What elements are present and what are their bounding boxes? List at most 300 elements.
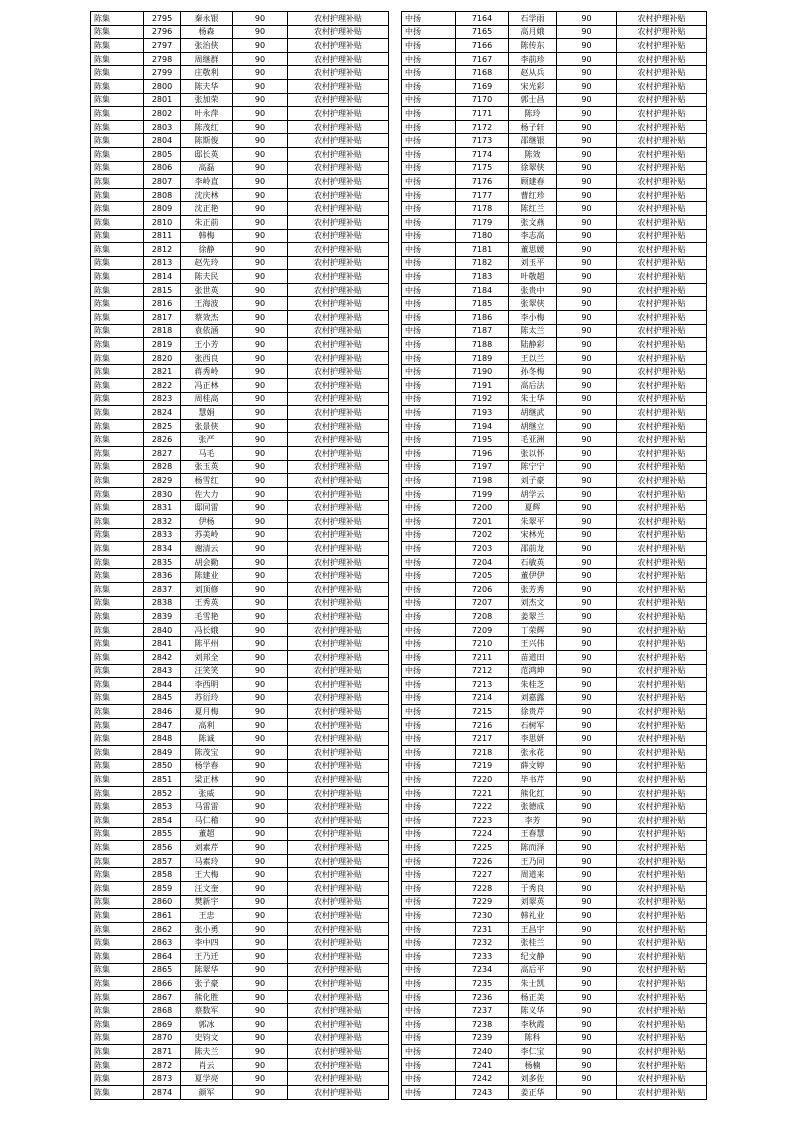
town-cell: 中扬 [402, 854, 456, 868]
town-cell: 陈集 [91, 107, 144, 121]
table-row [91, 664, 389, 678]
subsidy-type-cell: 农村护理补贴 [288, 610, 389, 624]
table-row [402, 39, 707, 53]
amount-cell: 90 [233, 39, 288, 53]
subsidy-type-cell: 农村护理补贴 [288, 963, 389, 977]
recipient-name-cell: 邸同雷 [181, 501, 233, 515]
amount-cell: 90 [233, 365, 288, 379]
recipient-name-cell: 叶敬超 [509, 270, 557, 284]
recipient-name-cell: 高利 [181, 718, 233, 732]
recipient-name-cell: 毛亚洲 [509, 433, 557, 447]
town-cell: 陈集 [91, 732, 144, 746]
serial-number-cell: 7233 [456, 949, 509, 963]
subsidy-type-cell: 农村护理补贴 [288, 868, 389, 882]
serial-number-cell: 2852 [144, 786, 181, 800]
serial-number-cell: 2828 [144, 460, 181, 474]
town-cell: 中扬 [402, 324, 456, 338]
table-row [402, 447, 707, 461]
recipient-name-cell: 王以兰 [509, 351, 557, 365]
town-cell: 陈集 [91, 718, 144, 732]
town-cell: 中扬 [402, 650, 456, 664]
serial-number-cell: 2820 [144, 351, 181, 365]
subsidy-type-cell: 农村护理补贴 [617, 786, 707, 800]
town-cell: 中扬 [402, 311, 456, 325]
town-cell: 陈集 [91, 161, 144, 175]
recipient-name-cell: 王秀英 [181, 596, 233, 610]
amount-cell: 90 [557, 12, 617, 26]
town-cell: 中扬 [402, 841, 456, 855]
amount-cell: 90 [557, 338, 617, 352]
subsidy-type-cell: 农村护理补贴 [617, 691, 707, 705]
recipient-name-cell: 郭士昌 [509, 93, 557, 107]
recipient-name-cell: 李芳 [509, 814, 557, 828]
table-row [402, 1045, 707, 1059]
town-cell: 陈集 [91, 256, 144, 270]
serial-number-cell: 2824 [144, 406, 181, 420]
town-cell: 中扬 [402, 1072, 456, 1086]
table-row [91, 392, 389, 406]
amount-cell: 90 [557, 922, 617, 936]
serial-number-cell: 2805 [144, 147, 181, 161]
recipient-name-cell: 马素玲 [181, 854, 233, 868]
subsidy-type-cell: 农村护理补贴 [288, 474, 389, 488]
recipient-name-cell: 赵先玲 [181, 256, 233, 270]
table-row [91, 746, 389, 760]
amount-cell: 90 [233, 406, 288, 420]
amount-cell: 90 [557, 610, 617, 624]
town-cell: 陈集 [91, 650, 144, 664]
table-row [91, 147, 389, 161]
amount-cell: 90 [557, 147, 617, 161]
town-cell: 陈集 [91, 705, 144, 719]
table-row [402, 66, 707, 80]
amount-cell: 90 [233, 107, 288, 121]
amount-cell: 90 [233, 542, 288, 556]
table-row [91, 1031, 389, 1045]
serial-number-cell: 2864 [144, 949, 181, 963]
subsidy-type-cell: 农村护理补贴 [288, 66, 389, 80]
recipient-name-cell: 李仁宝 [509, 1045, 557, 1059]
amount-cell: 90 [233, 351, 288, 365]
subsidy-type-cell: 农村护理补贴 [617, 922, 707, 936]
serial-number-cell: 2863 [144, 936, 181, 950]
table-row [402, 229, 707, 243]
amount-cell: 90 [233, 433, 288, 447]
town-cell: 中扬 [402, 705, 456, 719]
amount-cell: 90 [557, 650, 617, 664]
serial-number-cell: 7201 [456, 514, 509, 528]
subsidy-type-cell: 农村护理补贴 [617, 814, 707, 828]
recipient-name-cell: 袁依涵 [181, 324, 233, 338]
town-cell: 陈集 [91, 324, 144, 338]
town-cell: 陈集 [91, 773, 144, 787]
serial-number-cell: 2827 [144, 447, 181, 461]
town-cell: 中扬 [402, 120, 456, 134]
table-row [91, 705, 389, 719]
town-cell: 中扬 [402, 215, 456, 229]
serial-number-cell: 7178 [456, 202, 509, 216]
recipient-name-cell: 邵继银 [509, 134, 557, 148]
amount-cell: 90 [557, 229, 617, 243]
table-row [402, 215, 707, 229]
town-cell: 中扬 [402, 1085, 456, 1099]
town-cell: 陈集 [91, 977, 144, 991]
table-row [91, 283, 389, 297]
table-row [402, 814, 707, 828]
amount-cell: 90 [557, 283, 617, 297]
recipient-name-cell: 陈翠华 [181, 963, 233, 977]
table-row [402, 691, 707, 705]
serial-number-cell: 7171 [456, 107, 509, 121]
recipient-name-cell: 陈义华 [509, 1004, 557, 1018]
serial-number-cell: 2807 [144, 175, 181, 189]
amount-cell: 90 [557, 297, 617, 311]
serial-number-cell: 2860 [144, 895, 181, 909]
recipient-name-cell: 陈夫兰 [181, 1045, 233, 1059]
table-row [402, 773, 707, 787]
amount-cell: 90 [557, 474, 617, 488]
town-cell: 陈集 [91, 759, 144, 773]
town-cell: 中扬 [402, 759, 456, 773]
subsidy-type-cell: 农村护理补贴 [617, 827, 707, 841]
recipient-name-cell: 宋光彩 [509, 79, 557, 93]
amount-cell: 90 [557, 243, 617, 257]
recipient-name-cell: 张文燕 [509, 215, 557, 229]
serial-number-cell: 7235 [456, 977, 509, 991]
table-row [91, 514, 389, 528]
amount-cell: 90 [233, 25, 288, 39]
subsidy-type-cell: 农村护理补贴 [617, 392, 707, 406]
subsidy-type-cell: 农村护理补贴 [288, 79, 389, 93]
amount-cell: 90 [557, 746, 617, 760]
recipient-name-cell: 苏衍玲 [181, 691, 233, 705]
town-cell: 中扬 [402, 582, 456, 596]
subsidy-type-cell: 农村护理补贴 [288, 977, 389, 991]
amount-cell: 90 [233, 841, 288, 855]
serial-number-cell: 2825 [144, 419, 181, 433]
subsidy-type-cell: 农村护理补贴 [617, 664, 707, 678]
amount-cell: 90 [557, 528, 617, 542]
table-row [402, 297, 707, 311]
table-row [91, 963, 389, 977]
amount-cell: 90 [233, 909, 288, 923]
amount-cell: 90 [557, 827, 617, 841]
amount-cell: 90 [233, 487, 288, 501]
amount-cell: 90 [557, 501, 617, 515]
town-cell: 陈集 [91, 990, 144, 1004]
town-cell: 陈集 [91, 1072, 144, 1086]
amount-cell: 90 [233, 895, 288, 909]
serial-number-cell: 7166 [456, 39, 509, 53]
serial-number-cell: 2829 [144, 474, 181, 488]
serial-number-cell: 2838 [144, 596, 181, 610]
recipient-name-cell: 叶永萍 [181, 107, 233, 121]
recipient-name-cell: 陈太兰 [509, 324, 557, 338]
recipient-name-cell: 赵从兵 [509, 66, 557, 80]
table-row [402, 134, 707, 148]
recipient-name-cell: 梁正林 [181, 773, 233, 787]
subsidy-type-cell: 农村护理补贴 [288, 52, 389, 66]
town-cell: 中扬 [402, 555, 456, 569]
subsidy-type-cell: 农村护理补贴 [288, 1058, 389, 1072]
town-cell: 中扬 [402, 596, 456, 610]
serial-number-cell: 2874 [144, 1085, 181, 1099]
recipient-name-cell: 张德成 [509, 800, 557, 814]
recipient-name-cell: 陈建业 [181, 569, 233, 583]
serial-number-cell: 7181 [456, 243, 509, 257]
serial-number-cell: 2856 [144, 841, 181, 855]
subsidy-type-cell: 农村护理补贴 [288, 949, 389, 963]
recipient-name-cell: 王大梅 [181, 868, 233, 882]
right-subsidy-table [401, 11, 707, 1100]
amount-cell: 90 [557, 596, 617, 610]
table-row [402, 202, 707, 216]
amount-cell: 90 [233, 134, 288, 148]
amount-cell: 90 [233, 786, 288, 800]
town-cell: 中扬 [402, 678, 456, 692]
amount-cell: 90 [557, 120, 617, 134]
town-cell: 陈集 [91, 841, 144, 855]
town-cell: 陈集 [91, 52, 144, 66]
subsidy-type-cell: 农村护理补贴 [288, 664, 389, 678]
town-cell: 陈集 [91, 936, 144, 950]
town-cell: 陈集 [91, 392, 144, 406]
amount-cell: 90 [233, 283, 288, 297]
table-row [402, 474, 707, 488]
recipient-name-cell: 苏美岭 [181, 528, 233, 542]
table-row [402, 854, 707, 868]
town-cell: 中扬 [402, 297, 456, 311]
subsidy-type-cell: 农村护理补贴 [288, 841, 389, 855]
serial-number-cell: 2821 [144, 365, 181, 379]
table-row [91, 202, 389, 216]
serial-number-cell: 2802 [144, 107, 181, 121]
table-row [91, 922, 389, 936]
recipient-name-cell: 周继群 [181, 52, 233, 66]
serial-number-cell: 2844 [144, 678, 181, 692]
amount-cell: 90 [233, 379, 288, 393]
town-cell: 陈集 [91, 596, 144, 610]
subsidy-type-cell: 农村护理补贴 [617, 650, 707, 664]
recipient-name-cell: 陈茂宝 [181, 746, 233, 760]
subsidy-type-cell: 农村护理补贴 [617, 338, 707, 352]
table-row [402, 759, 707, 773]
subsidy-type-cell: 农村护理补贴 [617, 447, 707, 461]
town-cell: 陈集 [91, 433, 144, 447]
town-cell: 陈集 [91, 120, 144, 134]
table-row [402, 107, 707, 121]
amount-cell: 90 [233, 188, 288, 202]
town-cell: 中扬 [402, 175, 456, 189]
recipient-name-cell: 胡学云 [509, 487, 557, 501]
table-row [402, 147, 707, 161]
recipient-name-cell: 孙冬梅 [509, 365, 557, 379]
subsidy-type-cell: 农村护理补贴 [617, 419, 707, 433]
amount-cell: 90 [557, 134, 617, 148]
table-row [402, 419, 707, 433]
table-row [402, 406, 707, 420]
amount-cell: 90 [557, 79, 617, 93]
table-row [402, 25, 707, 39]
subsidy-type-cell: 农村护理补贴 [288, 297, 389, 311]
subsidy-type-cell: 农村护理补贴 [617, 1031, 707, 1045]
recipient-name-cell: 杨雪红 [181, 474, 233, 488]
table-row [91, 759, 389, 773]
recipient-name-cell: 陈而泽 [509, 841, 557, 855]
recipient-name-cell: 徐静 [181, 243, 233, 257]
table-row [91, 25, 389, 39]
table-row [402, 542, 707, 556]
amount-cell: 90 [233, 990, 288, 1004]
amount-cell: 90 [233, 243, 288, 257]
amount-cell: 90 [233, 963, 288, 977]
subsidy-type-cell: 农村护理补贴 [617, 256, 707, 270]
amount-cell: 90 [557, 107, 617, 121]
subsidy-type-cell: 农村护理补贴 [617, 202, 707, 216]
amount-cell: 90 [233, 800, 288, 814]
amount-cell: 90 [557, 637, 617, 651]
town-cell: 中扬 [402, 1004, 456, 1018]
recipient-name-cell: 王乃同 [509, 854, 557, 868]
subsidy-type-cell: 农村护理补贴 [288, 283, 389, 297]
town-cell: 中扬 [402, 868, 456, 882]
recipient-name-cell: 刘素芹 [181, 841, 233, 855]
amount-cell: 90 [557, 800, 617, 814]
table-row [91, 718, 389, 732]
subsidy-type-cell: 农村护理补贴 [617, 582, 707, 596]
amount-cell: 90 [557, 66, 617, 80]
town-cell: 中扬 [402, 746, 456, 760]
serial-number-cell: 7226 [456, 854, 509, 868]
table-row [91, 93, 389, 107]
subsidy-type-cell: 农村护理补贴 [288, 1072, 389, 1086]
amount-cell: 90 [557, 25, 617, 39]
table-row [402, 1085, 707, 1099]
serial-number-cell: 7220 [456, 773, 509, 787]
recipient-name-cell: 陈平州 [181, 637, 233, 651]
subsidy-type-cell: 农村护理补贴 [288, 569, 389, 583]
amount-cell: 90 [233, 447, 288, 461]
amount-cell: 90 [557, 678, 617, 692]
serial-number-cell: 7194 [456, 419, 509, 433]
subsidy-type-cell: 农村护理补贴 [288, 25, 389, 39]
amount-cell: 90 [233, 1072, 288, 1086]
table-row [91, 909, 389, 923]
amount-cell: 90 [557, 256, 617, 270]
serial-number-cell: 2849 [144, 746, 181, 760]
amount-cell: 90 [233, 202, 288, 216]
town-cell: 中扬 [402, 447, 456, 461]
recipient-name-cell: 庄敬利 [181, 66, 233, 80]
subsidy-type-cell: 农村护理补贴 [288, 433, 389, 447]
amount-cell: 90 [557, 718, 617, 732]
subsidy-type-cell: 农村护理补贴 [288, 487, 389, 501]
serial-number-cell: 7200 [456, 501, 509, 515]
recipient-name-cell: 姜正华 [509, 1085, 557, 1099]
town-cell: 陈集 [91, 147, 144, 161]
town-cell: 中扬 [402, 990, 456, 1004]
serial-number-cell: 2869 [144, 1017, 181, 1031]
amount-cell: 90 [557, 1045, 617, 1059]
subsidy-type-cell: 农村护理补贴 [617, 569, 707, 583]
recipient-name-cell: 张永花 [509, 746, 557, 760]
recipient-name-cell: 刘翠英 [509, 895, 557, 909]
amount-cell: 90 [557, 365, 617, 379]
town-cell: 中扬 [402, 270, 456, 284]
amount-cell: 90 [233, 569, 288, 583]
town-cell: 中扬 [402, 419, 456, 433]
amount-cell: 90 [233, 175, 288, 189]
amount-cell: 90 [233, 501, 288, 515]
amount-cell: 90 [233, 474, 288, 488]
amount-cell: 90 [233, 977, 288, 991]
subsidy-type-cell: 农村护理补贴 [288, 311, 389, 325]
recipient-name-cell: 胡会勤 [181, 555, 233, 569]
recipient-name-cell: 纪文静 [509, 949, 557, 963]
serial-number-cell: 2859 [144, 882, 181, 896]
serial-number-cell: 7168 [456, 66, 509, 80]
amount-cell: 90 [557, 460, 617, 474]
table-row [91, 474, 389, 488]
table-row [91, 134, 389, 148]
amount-cell: 90 [557, 351, 617, 365]
serial-number-cell: 7202 [456, 528, 509, 542]
amount-cell: 90 [557, 379, 617, 393]
table-row [91, 79, 389, 93]
town-cell: 陈集 [91, 93, 144, 107]
table-row [91, 610, 389, 624]
table-row [91, 773, 389, 787]
recipient-name-cell: 姜翠兰 [509, 610, 557, 624]
amount-cell: 90 [557, 270, 617, 284]
subsidy-type-cell: 农村护理补贴 [288, 555, 389, 569]
town-cell: 中扬 [402, 773, 456, 787]
table-row [402, 93, 707, 107]
table-row [91, 827, 389, 841]
serial-number-cell: 7214 [456, 691, 509, 705]
amount-cell: 90 [557, 175, 617, 189]
subsidy-type-cell: 农村护理补贴 [288, 678, 389, 692]
town-cell: 陈集 [91, 379, 144, 393]
serial-number-cell: 2806 [144, 161, 181, 175]
subsidy-type-cell: 农村护理补贴 [288, 814, 389, 828]
serial-number-cell: 7196 [456, 447, 509, 461]
subsidy-type-cell: 农村护理补贴 [617, 52, 707, 66]
town-cell: 中扬 [402, 39, 456, 53]
recipient-name-cell: 慧娟 [181, 406, 233, 420]
recipient-name-cell: 张玉英 [181, 460, 233, 474]
recipient-name-cell: 蔡效杰 [181, 311, 233, 325]
subsidy-type-cell: 农村护理补贴 [617, 746, 707, 760]
serial-number-cell: 7208 [456, 610, 509, 624]
table-row [402, 528, 707, 542]
table-row [91, 120, 389, 134]
serial-number-cell: 2816 [144, 297, 181, 311]
town-cell: 中扬 [402, 569, 456, 583]
amount-cell: 90 [233, 623, 288, 637]
amount-cell: 90 [233, 882, 288, 896]
amount-cell: 90 [557, 514, 617, 528]
table-row [91, 596, 389, 610]
town-cell: 陈集 [91, 922, 144, 936]
town-cell: 中扬 [402, 1031, 456, 1045]
table-row [91, 678, 389, 692]
town-cell: 中扬 [402, 229, 456, 243]
town-cell: 陈集 [91, 202, 144, 216]
subsidy-type-cell: 农村护理补贴 [288, 922, 389, 936]
amount-cell: 90 [557, 623, 617, 637]
subsidy-type-cell: 农村护理补贴 [288, 854, 389, 868]
